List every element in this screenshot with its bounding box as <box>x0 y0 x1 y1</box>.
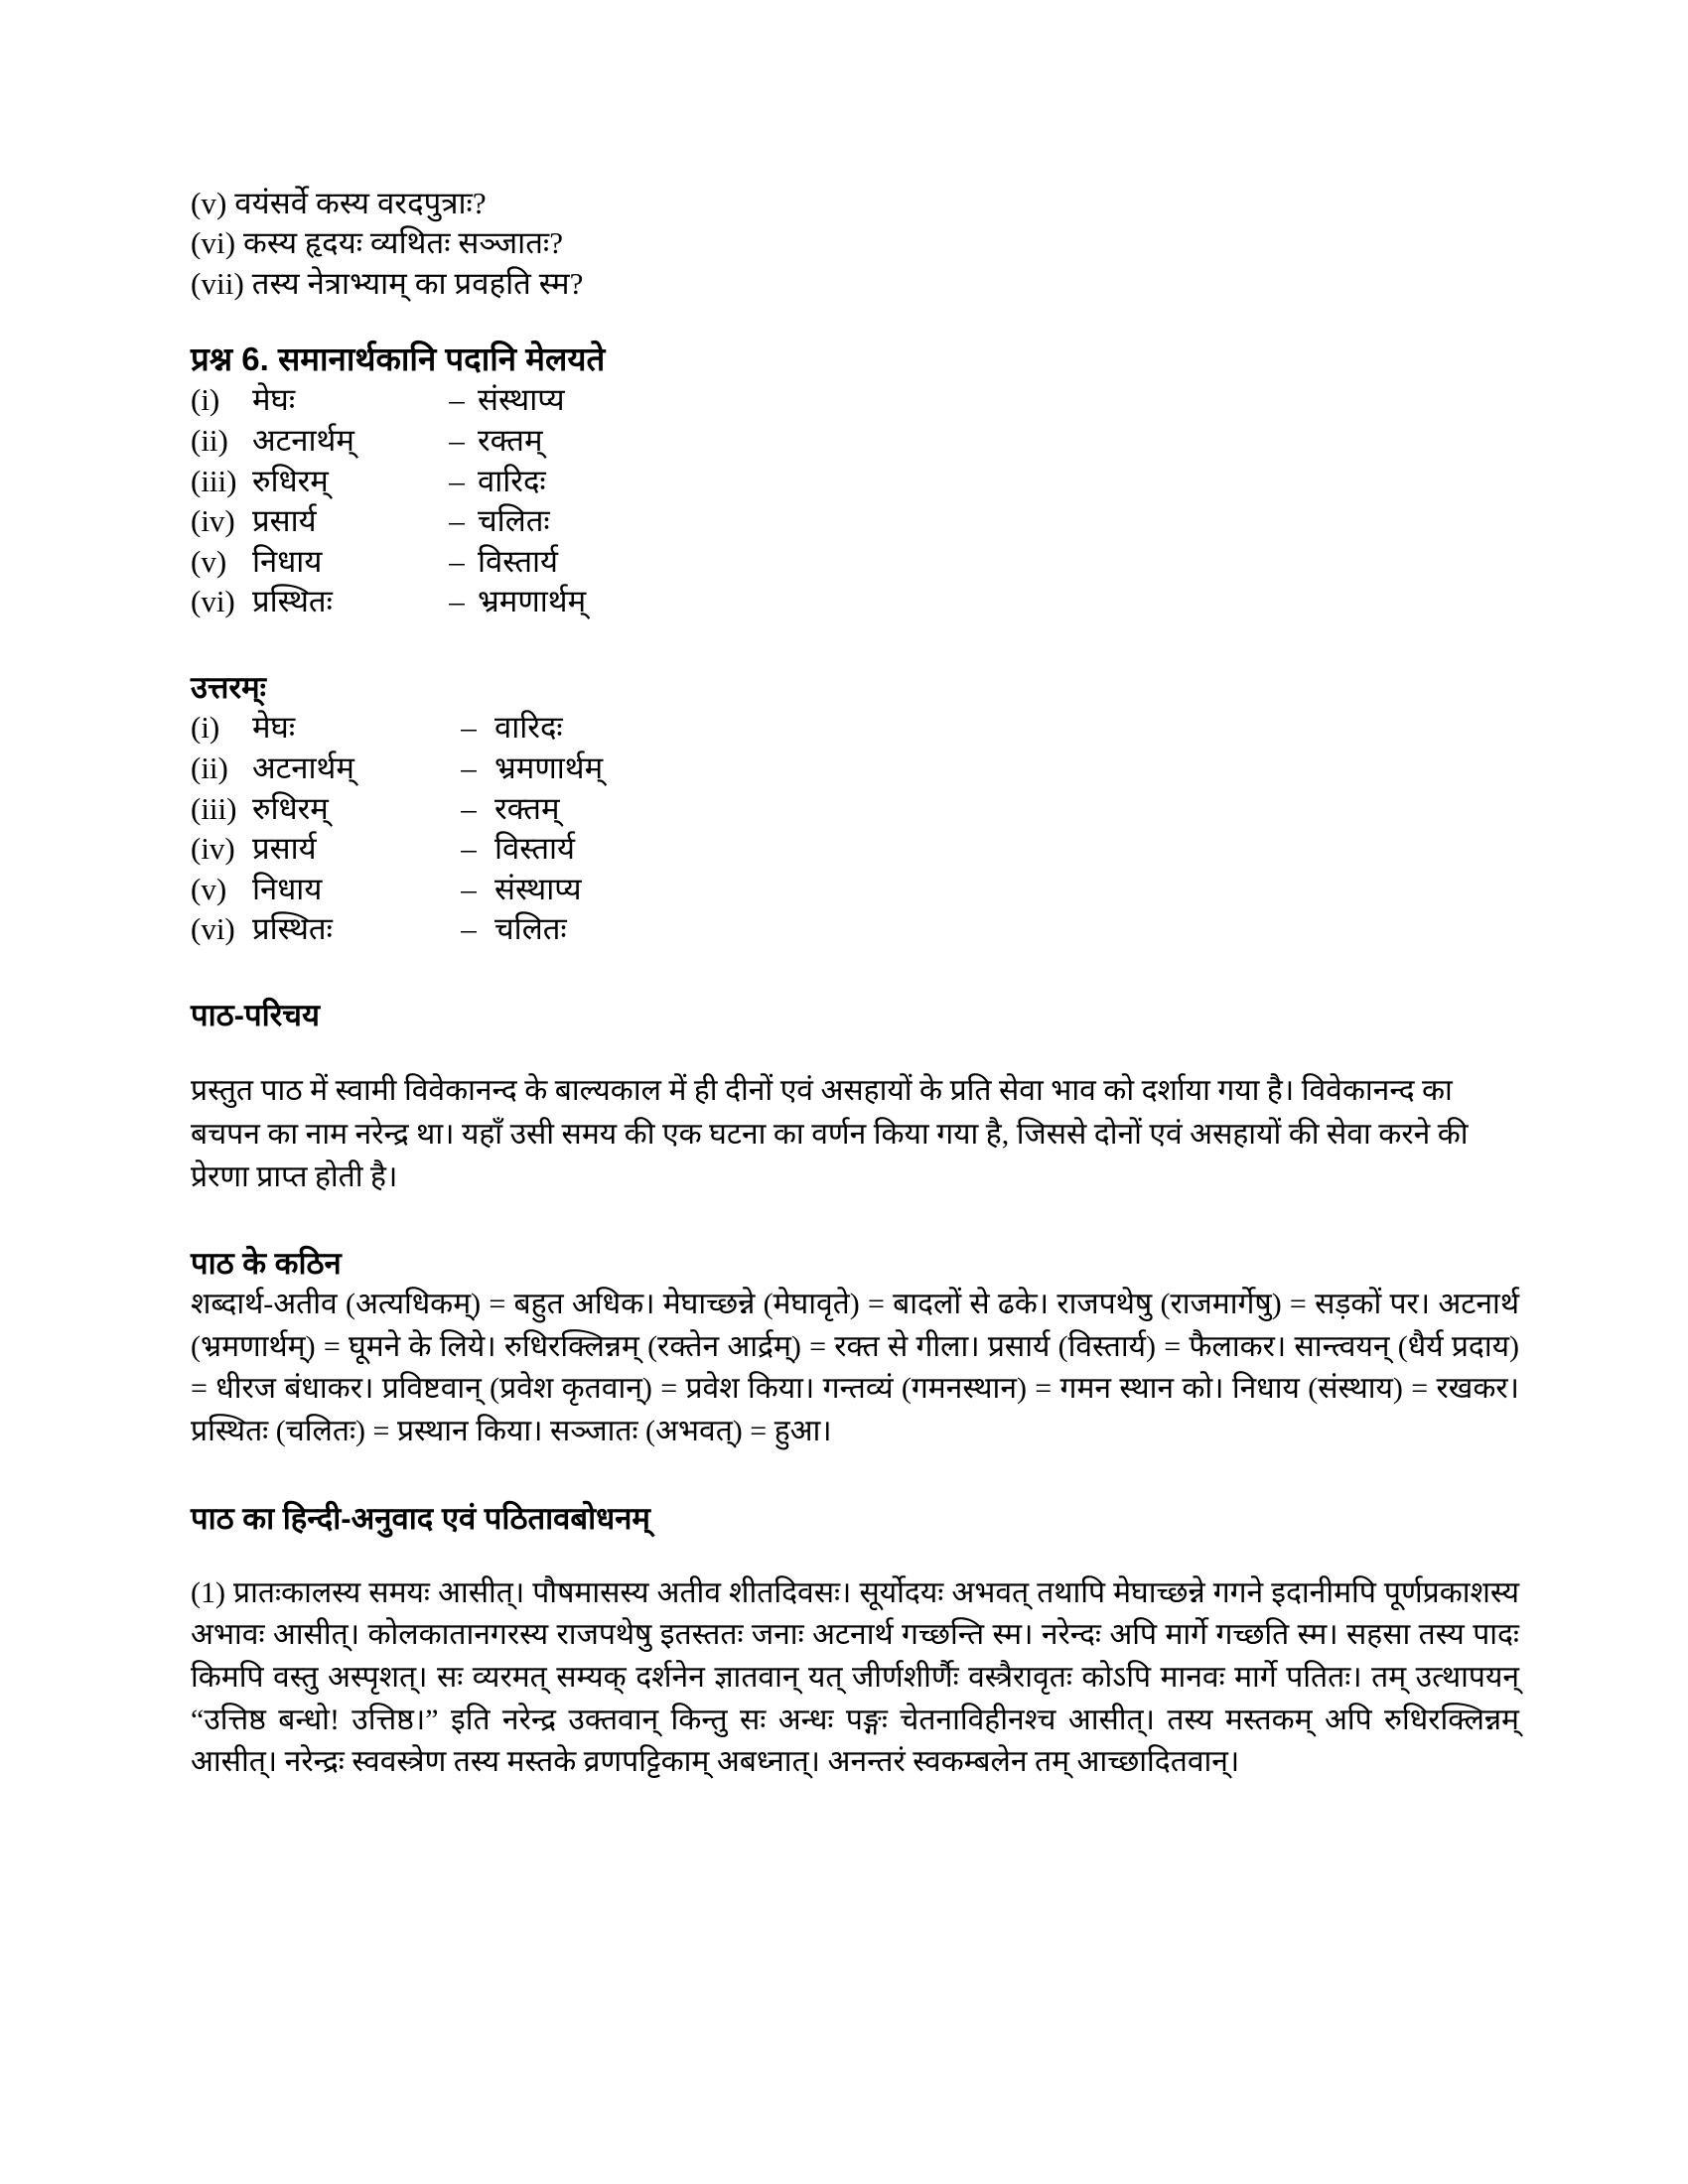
pair-row <box>191 421 1519 462</box>
pair-number: (i) <box>191 382 220 418</box>
pair-left-term: प्रस्थितः <box>252 584 333 619</box>
questions-tail-block <box>191 184 1519 304</box>
difficult-words-paragraph: शब्दार्थ-अतीव (अत्यधिकम्) = बहुत अधिक। मेघाच्छन्ने (मेघावृते) = बादलों से ढके। राजपथेषु (राजमार्गेषु) = सड़कों पर। अटनार्थ (भ्रमणार्थम्) = घूमने के लिये। रुधिरक्लिन्नम् (रक्तेन आर्द्रम्) = रक्त से गीला। प्रसार्य (विस्तार्य) = फैलाकर। सान्त्वयन् (धैर्य प्रदाय) = धीरज बंधाकर। प्रविष्टवान् (प्रवेश कृतवान्) = प्रवेश किया। गन्तव्यं (गमनस्थान) = गमन स्थान को। निधाय (संस्थाय) = रखकर। प्रस्थितः (चलितः) = प्रस्थान किया। सञ्जातः (अभवत्) = हुआ। <box>191 1288 1519 1447</box>
difficult-words-heading: पाठ के कठिन <box>191 1245 342 1281</box>
pair-left-term: प्रस्थितः <box>252 911 333 947</box>
spacer <box>191 304 1519 338</box>
spacer <box>191 950 1519 996</box>
pair-row <box>191 380 1519 421</box>
pair-right-term: संस्थाप्य <box>494 871 582 906</box>
pair-right-term: विस्तार्य <box>494 831 576 867</box>
pair-dash: – <box>461 710 477 746</box>
pair-dash: – <box>449 543 465 579</box>
spacer <box>191 622 1519 668</box>
question-item: (vii) तस्य नेत्राभ्याम् का प्रवहति स्म? <box>191 265 584 301</box>
pair-row <box>191 789 1519 830</box>
pair-dash: – <box>461 911 477 947</box>
pair-number: (vi) <box>191 911 235 947</box>
pair-number: (vi) <box>191 584 235 619</box>
pair-row <box>191 542 1519 583</box>
spacer <box>191 1539 1519 1572</box>
pair-left-term: रुधिरम् <box>252 790 329 826</box>
pair-left-term: रुधिरम् <box>252 463 329 498</box>
pair-row <box>191 501 1519 542</box>
spacer <box>191 1453 1519 1499</box>
pair-dash: – <box>461 790 477 826</box>
pair-number: (iv) <box>191 503 235 539</box>
spacer <box>191 1198 1519 1244</box>
pair-right-term: रक्तम् <box>494 790 560 826</box>
pair-dash: – <box>461 871 477 906</box>
pair-left-term: मेघः <box>252 710 296 746</box>
pair-left-term: अटनार्थम् <box>252 751 354 785</box>
pair-dash: – <box>449 423 465 459</box>
pair-left-term: निधाय <box>252 543 323 579</box>
translation-heading: पाठ का हिन्दी-अनुवाद एवं पठितावबोधनम् <box>191 1500 650 1536</box>
question-6-pair-list <box>191 380 1519 622</box>
question-item: (vi) कस्य हृदयः व्यथितः सञ्जातः? <box>191 225 564 261</box>
pair-number: (iii) <box>191 790 237 826</box>
pair-right-term: भ्रमणार्थम् <box>478 584 587 619</box>
pair-left-term: अटनार्थम् <box>252 423 354 459</box>
pair-left-term: मेघः <box>252 382 296 418</box>
pair-dash: – <box>449 382 465 418</box>
pair-row <box>191 870 1519 910</box>
pair-number: (v) <box>191 871 227 906</box>
pair-right-term: विस्तार्य <box>478 543 559 579</box>
pair-dash: – <box>449 584 465 619</box>
answers-pair-list <box>191 708 1519 950</box>
answers-heading: उत्तरम्ः <box>191 670 266 706</box>
intro-paragraph: प्रस्तुत पाठ में स्वामी विवेकानन्द के बाल्यकाल में ही दीनों एवं असहायों के प्रति सेवा भाव को दर्शाया गया है। विवेकानन्द का बचपन का नाम नरेन्द्र था। यहाँ उसी समय की एक घटना का वर्णन किया गया है, जिससे दोनों एवं असहायों की सेवा करने की प्रेरणा प्राप्त होती है। <box>191 1074 1469 1193</box>
pair-dash: – <box>449 503 465 539</box>
pair-number: (ii) <box>191 423 228 459</box>
pair-left-term: प्रसार्य <box>252 503 317 539</box>
pair-row <box>191 462 1519 502</box>
spacer <box>191 1035 1519 1069</box>
pair-dash: – <box>449 463 465 498</box>
pair-right-term: वारिदः <box>478 463 546 498</box>
pair-left-term: निधाय <box>252 871 323 906</box>
pair-row <box>191 708 1519 749</box>
pair-number: (iv) <box>191 831 235 867</box>
translation-paragraph-1: (1) प्रातःकालस्य समयः आसीत्। पौषमासस्य अतीव शीतदिवसः। सूर्योदयः अभवत् तथापि मेघाच्छन्ने गगने इदानीमपि पूर्णप्रकाशस्य अभावः आसीत्। कोलकातानगरस्य राजपथेषु इतस्ततः जनाः अटनार्थ गच्छन्ति स्म। नरेन्दः अपि मार्गे गच्छति स्म। सहसा तस्य पादः किमपि वस्तु अस्पृशत्। सः व्यरमत् सम्यक् दर्शनेन ज्ञातवान् यत् जीर्णशीर्णैः वस्त्रैरावृतः कोऽपि मानवः मार्गे पतितः। तम् उत्थापयन् “उत्तिष्ठ बन्धो! उत्तिष्ठ।” इति नरेन्द्र उक्तवान् किन्तु सः अन्धः पङ्गः चेतनाविहीनश्च आसीत्। तस्य मस्तकम् अपि रुधिरक्लिन्नम् आसीत्। नरेन्द्रः स्ववस्त्रेण तस्य मस्तके व्रणपट्टिकाम् अबध्नात्। अनन्तरं स्वकम्बलेन तम् आच्छादितवान्। <box>191 1575 1519 1779</box>
pair-right-term: भ्रमणार्थम् <box>494 751 604 785</box>
pair-right-term: चलितः <box>494 911 567 947</box>
pair-right-term: संस्थाप्य <box>478 382 565 418</box>
pair-number: (ii) <box>191 751 228 785</box>
pair-dash: – <box>461 831 477 867</box>
pair-right-term: रक्तम् <box>478 423 543 459</box>
pair-number: (iii) <box>191 463 237 498</box>
pair-right-term: चलितः <box>478 503 550 539</box>
pair-row <box>191 749 1519 789</box>
pair-right-term: वारिदः <box>494 710 563 746</box>
pair-left-term: प्रसार्य <box>252 831 317 867</box>
question-item: (v) वयंसर्वे कस्य वरदपुत्राः? <box>191 186 487 220</box>
pair-row <box>191 909 1519 950</box>
pair-row <box>191 582 1519 622</box>
pair-dash: – <box>461 751 477 785</box>
pair-row <box>191 829 1519 870</box>
pair-number: (v) <box>191 543 227 579</box>
question-6-heading: प्रश्न 6. समानार्थकानि पदानि मेलयते <box>191 340 606 377</box>
intro-heading: पाठ-परिचय <box>191 998 320 1033</box>
pair-number: (i) <box>191 710 220 746</box>
